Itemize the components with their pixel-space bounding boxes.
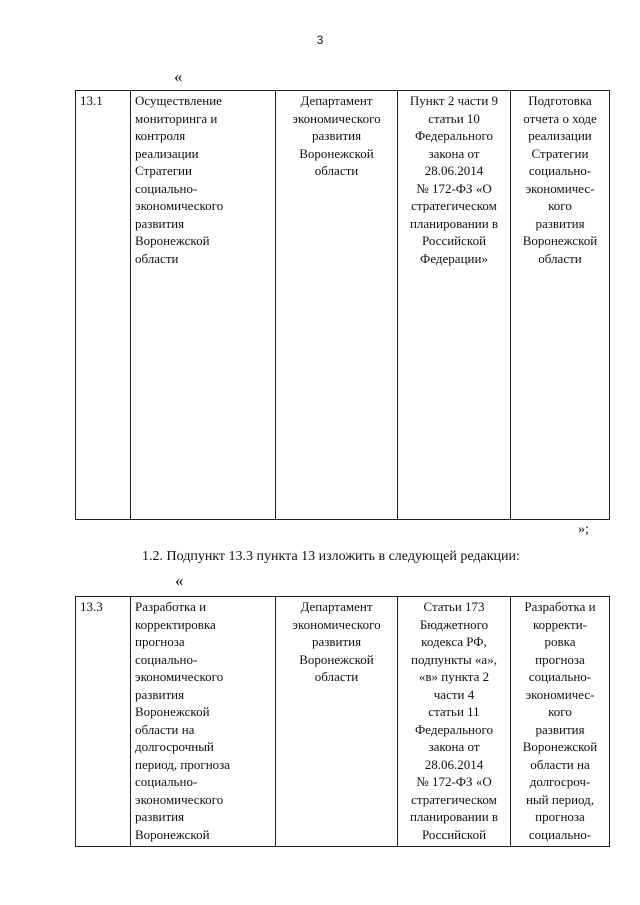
activity-cell: Разработка и корректировка прогноза социально- экономического развития Воронежской области на долгосрочный период, прогноза социально- экономического развития Воронежской xyxy=(131,597,276,847)
opening-quote: « xyxy=(174,67,183,86)
closing-quote: »; xyxy=(578,522,589,537)
table-row xyxy=(76,597,610,847)
legal-basis-cell: Пункт 2 части 9 статьи 10 Федерального закона от 28.06.2014 № 172-ФЗ «О стратегическом планировании в Российской Федерации» xyxy=(398,91,511,520)
plan-table-item-13-3 xyxy=(75,596,610,847)
opening-quote: « xyxy=(175,571,184,590)
table-row xyxy=(76,91,610,520)
executor-cell: Департамент экономического развития Воронежской области xyxy=(276,91,398,520)
page-number: 3 xyxy=(316,33,324,47)
result-cell: Подготовка отчета о ходе реализации Стратегии социально- экономичес- кого развития Воронежской области xyxy=(511,91,610,520)
legal-basis-cell: Статьи 173 Бюджетного кодекса РФ, подпункты «а», «в» пункта 2 части 4 статьи 11 Федерального закона от 28.06.2014 № 172-ФЗ «О стратегическом планировании в Российской xyxy=(398,597,511,847)
result-cell: Разработка и корректи- ровка прогноза социально- экономичес- кого развития Воронежской области на долгосроч- ный период, прогноза социально- xyxy=(511,597,610,847)
plan-table-item-13-1 xyxy=(75,90,610,520)
executor-cell: Департамент экономического развития Воронежской области xyxy=(276,597,398,847)
item-number-cell: 13.3 xyxy=(76,597,131,847)
item-number-cell: 13.1 xyxy=(76,91,131,520)
amendment-paragraph: 1.2. Подпункт 13.3 пункта 13 изложить в следующей редакции: xyxy=(142,549,520,564)
activity-cell: Осуществление мониторинга и контроля реализации Стратегии социально- экономического развития Воронежской области xyxy=(131,91,276,520)
